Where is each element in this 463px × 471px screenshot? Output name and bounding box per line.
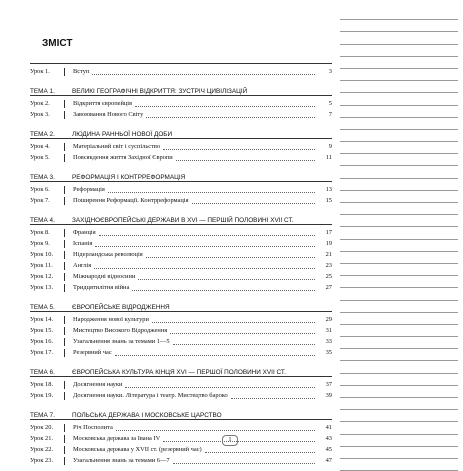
- lesson-title: Міжнародні відносини: [73, 273, 136, 280]
- dot-leader: [173, 463, 315, 464]
- lesson-number: Урок 20.: [30, 424, 54, 431]
- toc-entry[interactable]: [30, 422, 332, 433]
- dot-leader: [176, 160, 315, 161]
- dot-leader: [135, 106, 315, 107]
- toc-section: [30, 81, 332, 120]
- ruled-line: [340, 325, 458, 337]
- section-number: ТЕМА 3.: [30, 174, 55, 181]
- ruled-line: [340, 32, 458, 44]
- lesson-title: Тридцятилітня війна: [73, 284, 130, 291]
- ruled-line: [340, 447, 458, 459]
- separator: [64, 349, 68, 357]
- page-ref: 19: [325, 240, 332, 247]
- page-number: 1: [222, 435, 238, 446]
- notes-lines: [340, 8, 458, 471]
- separator: [64, 273, 68, 281]
- lesson-number: Урок 16.: [30, 338, 54, 345]
- toc-entry[interactable]: [30, 260, 332, 271]
- ruled-line: [340, 288, 458, 300]
- lesson-title: Народження нової культури: [73, 316, 149, 323]
- lesson-number: Урок 1.: [30, 68, 50, 75]
- section-title: ЄВРОПЕЙСЬКЕ ВІДРОДЖЕННЯ: [72, 304, 170, 311]
- ruled-line: [340, 215, 458, 227]
- page-ref: 47: [325, 457, 332, 464]
- section-heading[interactable]: [30, 81, 332, 96]
- lesson-title: Резервний час: [73, 349, 112, 356]
- toc-section: [30, 405, 332, 466]
- separator: [64, 457, 68, 465]
- ruled-line: [340, 154, 458, 166]
- ruled-line: [340, 227, 458, 239]
- dot-leader: [163, 149, 315, 150]
- ruled-line: [340, 166, 458, 178]
- separator: [64, 186, 68, 194]
- separator: [64, 154, 68, 162]
- lesson-title: Повсякдення життя Західної Європи: [73, 154, 173, 161]
- ruled-line: [340, 118, 458, 130]
- toc-entry[interactable]: [30, 249, 332, 260]
- section-heading[interactable]: [30, 405, 332, 420]
- table-of-contents: [30, 38, 332, 468]
- ruled-line: [340, 57, 458, 69]
- toc-entry[interactable]: [30, 379, 332, 390]
- toc-entry[interactable]: [30, 325, 332, 336]
- section-title: ВЕЛИКІ ГЕОГРАФІЧНІ ВІДКРИТТЯ: ЗУСТРІЧ ЦИВІЛІЗАЦІЙ: [72, 88, 248, 95]
- dot-leader: [146, 257, 315, 258]
- lesson-title: Реформація: [73, 186, 105, 193]
- lesson-number: Урок 22.: [30, 446, 54, 453]
- dot-leader: [116, 430, 315, 431]
- page-ref: 9: [328, 143, 332, 150]
- lesson-number: Урок 10.: [30, 251, 54, 258]
- lesson-title: Завоювання Нового Світу: [73, 111, 144, 118]
- lesson-number: Урок 21.: [30, 435, 54, 442]
- ruled-line: [340, 81, 458, 93]
- toc-entry[interactable]: [30, 98, 332, 109]
- ruled-line: [340, 252, 458, 264]
- toc-entry[interactable]: [30, 109, 332, 120]
- section-number: ТЕМА 5.: [30, 304, 55, 311]
- page-ref: 31: [325, 327, 332, 334]
- dot-leader: [170, 333, 315, 334]
- lesson-number: Урок 23.: [30, 457, 54, 464]
- lesson-number: Урок 8.: [30, 229, 50, 236]
- page-ref: 37: [325, 381, 332, 388]
- dot-leader: [205, 452, 315, 453]
- section-heading[interactable]: [30, 210, 332, 225]
- section-title: ЄВРОПЕЙСЬКА КУЛЬТУРА КІНЦЯ XVI — ПЕРШОЇ ПОЛОВИНИ XVII СТ.: [72, 369, 286, 376]
- dot-leader: [231, 398, 315, 399]
- lesson-number: Урок 4.: [30, 143, 50, 150]
- ruled-line: [340, 203, 458, 215]
- dot-leader: [94, 268, 315, 269]
- lesson-title: Узагальнення знань за темами 6—7: [73, 457, 170, 464]
- page-ref: 27: [325, 284, 332, 291]
- toc-entry[interactable]: [30, 455, 332, 466]
- ruled-line: [340, 337, 458, 349]
- toc-entry[interactable]: [30, 444, 332, 455]
- dot-leader: [132, 290, 315, 291]
- separator: [64, 316, 68, 324]
- section-title: ЗАХІДНОЄВРОПЕЙСЬКІ ДЕРЖАВИ В XVI — ПЕРШІЙ ПОЛОВИНІ XVII СТ.: [72, 217, 294, 224]
- section-title: ПОЛЬСЬКА ДЕРЖАВА І МОСКОВСЬКЕ ЦАРСТВО: [72, 412, 222, 419]
- lesson-number: Урок 15.: [30, 327, 54, 334]
- dot-leader: [163, 441, 315, 442]
- toc-entry[interactable]: [30, 390, 332, 401]
- lesson-title: Поширення Реформації. Контрреформація: [73, 197, 189, 204]
- page-ref: 15: [325, 197, 332, 204]
- ruled-line: [340, 374, 458, 386]
- dot-leader: [192, 203, 315, 204]
- lesson-title: Франція: [73, 229, 96, 236]
- separator: [64, 381, 68, 389]
- lesson-number: Урок 12.: [30, 273, 54, 280]
- page-ref: 17: [325, 229, 332, 236]
- dot-leader: [146, 117, 315, 118]
- lesson-title: Московська держава у XVII ст. (резервний час): [73, 446, 202, 453]
- toc-entry[interactable]: [30, 195, 332, 206]
- toc-entry[interactable]: [30, 184, 332, 195]
- ruled-line: [340, 398, 458, 410]
- ruled-line: [340, 20, 458, 32]
- separator: [64, 327, 68, 335]
- separator: [64, 284, 68, 292]
- toc-entry[interactable]: [30, 271, 332, 282]
- ruled-line: [340, 191, 458, 203]
- ruled-line: [340, 435, 458, 447]
- lesson-title: Досягнення науки: [73, 381, 123, 388]
- toc-entry[interactable]: [30, 282, 332, 293]
- toc-entry[interactable]: [30, 66, 332, 77]
- separator: [64, 338, 68, 346]
- dot-leader: [138, 279, 315, 280]
- ruled-line: [340, 459, 458, 471]
- dot-leader: [125, 387, 315, 388]
- page-ref: 33: [325, 338, 332, 345]
- lesson-number: Урок 7.: [30, 197, 50, 204]
- section-heading[interactable]: [30, 124, 332, 139]
- toc-section: [30, 210, 332, 293]
- ruled-line: [340, 69, 458, 81]
- toc-sections: [30, 81, 332, 466]
- page-ref: 5: [328, 100, 332, 107]
- toc-entry[interactable]: [30, 141, 332, 152]
- page-ref: 7: [328, 111, 332, 118]
- ruled-line: [340, 45, 458, 57]
- lesson-title: Відкриття європейців: [73, 100, 133, 107]
- dot-leader: [99, 235, 315, 236]
- ruled-line: [340, 93, 458, 105]
- toc-entry[interactable]: [30, 238, 332, 249]
- toc-section: [30, 297, 332, 358]
- section-title: ЛЮДИНА РАННЬОЇ НОВОЇ ДОБИ: [72, 131, 173, 138]
- lesson-title: Узагальнення знань за темами 1—5: [73, 338, 170, 345]
- ruled-line: [340, 106, 458, 118]
- section-number: ТЕМА 6.: [30, 369, 55, 376]
- separator: [64, 143, 68, 151]
- page-ref: 25: [325, 273, 332, 280]
- toc-section: [30, 362, 332, 401]
- separator: [64, 197, 68, 205]
- section-heading[interactable]: [30, 362, 332, 377]
- ruled-line: [340, 349, 458, 361]
- ruled-line: [340, 276, 458, 288]
- separator: [64, 392, 68, 400]
- lesson-title: Англія: [73, 262, 92, 269]
- section-heading[interactable]: [30, 297, 332, 312]
- lesson-title: Досягнення науки. Література і театр. Мистецтво бароко: [73, 392, 228, 399]
- lesson-number: Урок 17.: [30, 349, 54, 356]
- toc-section: [30, 124, 332, 163]
- page-ref: 35: [325, 349, 332, 356]
- ruled-line: [340, 264, 458, 276]
- lesson-title: Нідерландська революція: [73, 251, 143, 258]
- page-ref: 45: [325, 446, 332, 453]
- separator: [64, 446, 68, 454]
- dot-leader: [108, 192, 315, 193]
- section-number: ТЕМА 1.: [30, 88, 55, 95]
- lesson-number: Урок 3.: [30, 111, 50, 118]
- lesson-title: Московська держава за Івана IV: [73, 435, 161, 442]
- section-number: ТЕМА 2.: [30, 131, 55, 138]
- section-number: ТЕМА 7.: [30, 412, 55, 419]
- lesson-number: Урок 2.: [30, 100, 50, 107]
- ruled-line: [340, 8, 458, 20]
- dot-leader: [92, 74, 315, 75]
- section-title: РЕФОРМАЦІЯ І КОНТРРЕФОРМАЦІЯ: [72, 174, 186, 181]
- ruled-line: [340, 422, 458, 434]
- lesson-number: Урок 13.: [30, 284, 54, 291]
- page-ref: 21: [325, 251, 332, 258]
- toc-entry[interactable]: [30, 152, 332, 163]
- ruled-line: [340, 301, 458, 313]
- separator: [64, 251, 68, 259]
- separator: [64, 68, 68, 76]
- lesson-title: Вступ: [73, 68, 90, 75]
- page-ref: 41: [325, 424, 332, 431]
- page-ref: 11: [325, 154, 332, 161]
- lesson-number: Урок 19.: [30, 392, 54, 399]
- lesson-number: Урок 18.: [30, 381, 54, 388]
- section-heading[interactable]: [30, 167, 332, 182]
- page-ref: 43: [325, 435, 332, 442]
- separator: [64, 424, 68, 432]
- ruled-line: [340, 410, 458, 422]
- ruled-line: [340, 386, 458, 398]
- ruled-line: [340, 313, 458, 325]
- lesson-title: Мистецтво Високого Відродження: [73, 327, 168, 334]
- separator: [64, 111, 68, 119]
- toc-entry[interactable]: [30, 336, 332, 347]
- ruled-line: [340, 142, 458, 154]
- lesson-number: Урок 14.: [30, 316, 54, 323]
- section-number: ТЕМА 4.: [30, 217, 55, 224]
- lesson-title: Річ Посполита: [73, 424, 113, 431]
- dot-leader: [115, 355, 315, 356]
- toc-entry[interactable]: [30, 227, 332, 238]
- lesson-number: Урок 11.: [30, 262, 53, 269]
- lesson-number: Урок 6.: [30, 186, 50, 193]
- lesson-title: Матеріальний світ і суспільство: [73, 143, 161, 150]
- ruled-line: [340, 130, 458, 142]
- ruled-line: [340, 361, 458, 373]
- separator: [64, 100, 68, 108]
- toc-section: [30, 167, 332, 206]
- page-ref: 29: [325, 316, 332, 323]
- toc-entry[interactable]: [30, 314, 332, 325]
- ruled-line: [340, 179, 458, 191]
- dot-leader: [173, 344, 315, 345]
- page-ref: 39: [325, 392, 332, 399]
- separator: [64, 435, 68, 443]
- page-ref: 3: [328, 68, 332, 75]
- page-ref: 23: [325, 262, 332, 269]
- toc-entry[interactable]: [30, 433, 332, 444]
- separator: [64, 240, 68, 248]
- separator: [64, 229, 68, 237]
- dot-leader: [95, 246, 315, 247]
- lesson-title: Іспанія: [73, 240, 93, 247]
- separator: [64, 262, 68, 270]
- ruled-line: [340, 240, 458, 252]
- dot-leader: [152, 322, 315, 323]
- toc-title: ЗМІСТ: [42, 38, 73, 49]
- lesson-number: Урок 5.: [30, 154, 50, 161]
- toc-entry[interactable]: [30, 347, 332, 358]
- lesson-number: Урок 9.: [30, 240, 50, 247]
- page-ref: 13: [325, 186, 332, 193]
- divider: [30, 63, 332, 64]
